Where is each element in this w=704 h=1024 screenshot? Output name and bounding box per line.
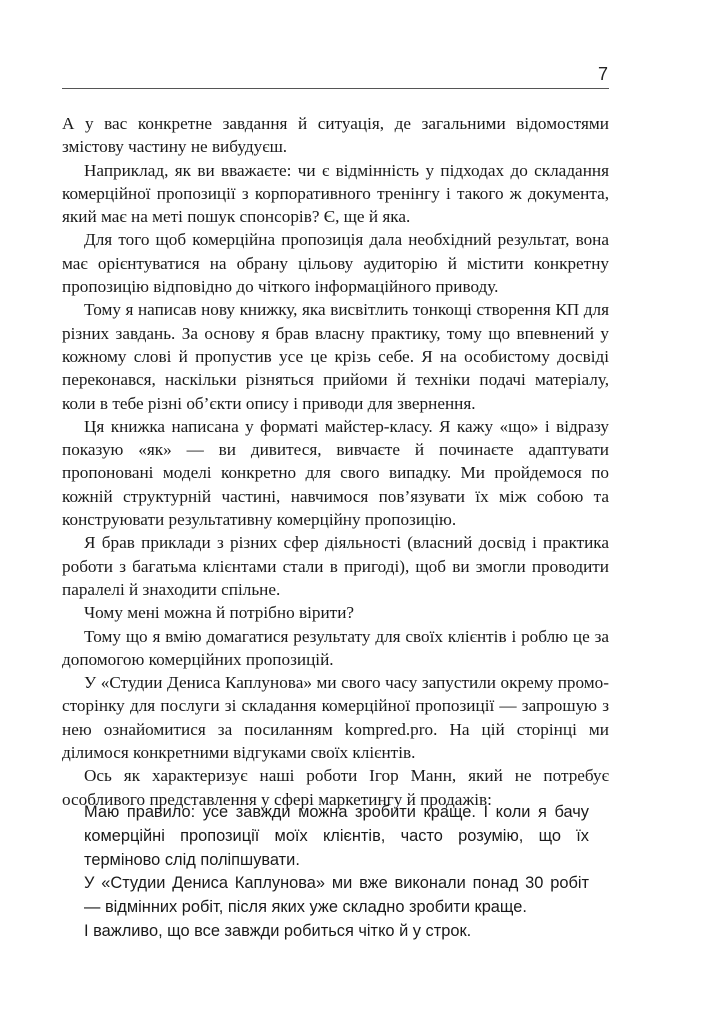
body-text bbox=[62, 112, 609, 811]
paragraph: Тому що я вмію домагатися результату для своїх клієнтів і роблю це за допомогою комерційних пропозицій. bbox=[62, 626, 609, 669]
paragraph: У «Студии Дениса Каплунова» ми свого часу запустили окрему промо-сторінку для послуги зі складання комерційної пропозиції — запрошую з нею ознайомитися за посиланням kompred.pro. На цій сторінці ми ділимося конкретними відгуками своїх клієнтів. bbox=[62, 673, 609, 763]
quote-line: І важливо, що все завжди робиться чітко й у строк. bbox=[84, 921, 472, 940]
paragraph: Чому мені можна й потрібно вірити? bbox=[84, 603, 355, 623]
paragraph: А у вас конкретне завдання й ситуація, де загальними відомостями змістову частину не вибудуєш. bbox=[62, 114, 609, 157]
paragraph: Я брав приклади з різних сфер діяльності (власний досвід і практика роботи з багатьма клієнтами стали в пригоді), щоб ви змогли проводити паралелі й знаходити спільне. bbox=[62, 533, 609, 599]
paragraph: Ця книжка написана у форматі майстер-класу. Я кажу «що» і відразу показую «як» — ви дивитеся, вивчаєте й починаєте адаптувати пропоновані моделі конкретно для свого випадку. Ми пройдемося по кожній структурній частині, навчимося пов’язувати їх між собою та конструювати результативну комерційну пропозицію. bbox=[62, 416, 609, 530]
quote-line: У «Студии Дениса Каплунова» ми вже виконали понад 30 робіт — відмінних робіт, після яких уже складно зробити краще. bbox=[84, 874, 589, 917]
paragraph: Тому я написав нову книжку, яка висвітлить тонкощі створення КП для різних завдань. За основу я брав власну практику, тому що впевнений у кожному слові й пропустив усе це крізь себе. Я на особистому досвіді переконався, наскільки різняться прийоми й техніки подачі матеріалу, коли в тебе різні об’єкти опису і приводи для звернення. bbox=[62, 300, 609, 413]
testimonial-quote bbox=[84, 801, 589, 944]
paragraph: Для того щоб комерційна пропозиція дала необхідний результат, вона має орієнтуватися на обрану цільову аудиторію й містити конкретну пропозицію відповідно до чіткого інформаційного приводу. bbox=[62, 230, 609, 297]
quote-line: Маю правило: усе завжди можна зробити краще. І коли я бачу комерційні пропозиції моїх клієнтів, часто розумію, що їх терміново слід поліпшувати. bbox=[84, 803, 589, 869]
paragraph: Ось як характеризує наші роботи Ігор Манн, який не потребує особливого представлення у сфері маркетингу й продажів: bbox=[62, 766, 609, 809]
header-rule bbox=[62, 88, 609, 89]
paragraph: Наприклад, як ви вважаєте: чи є відмінність у підходах до складання комерційної пропозиції з корпоративного тренінгу і такого ж документа, який має на меті пошук спонсорів? Є, ще й яка. bbox=[62, 160, 609, 227]
page-number: 7 bbox=[597, 64, 608, 84]
